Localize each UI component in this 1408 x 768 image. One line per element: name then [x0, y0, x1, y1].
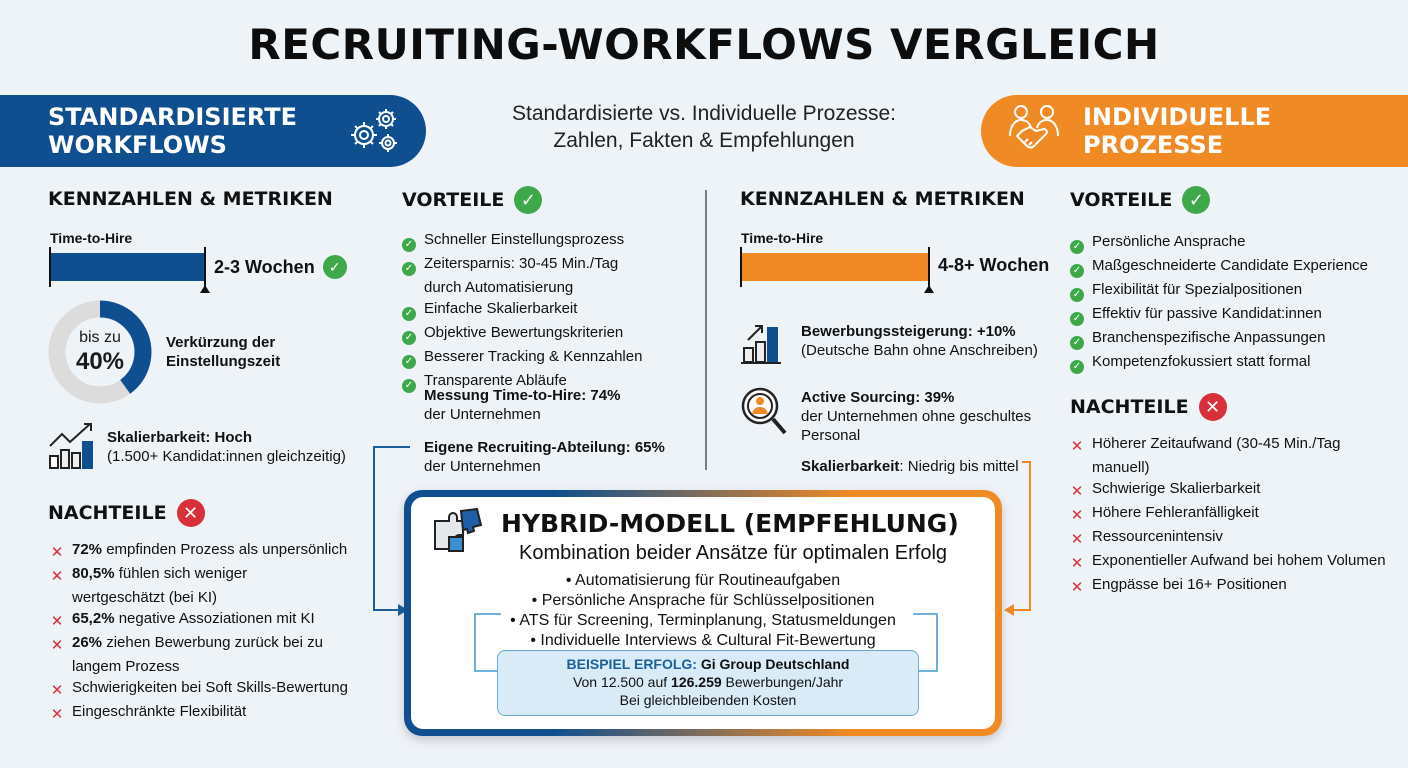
heading-text: NACHTEILE [48, 502, 167, 524]
x-icon: ✕ [1070, 579, 1084, 596]
hybrid-model-card [404, 490, 1002, 736]
banner-line1: INDIVIDUELLE [1083, 103, 1272, 131]
list-item: • Individuelle Interviews & Cultural Fit-Bewertung [530, 632, 876, 649]
stat-rest: der Unternehmen [424, 406, 541, 423]
item-text: Zeitersparnis: 30-45 Min./Tag [424, 255, 619, 272]
scalability-detail: (1.500+ Kandidat:innen gleichzeitig) [107, 448, 346, 465]
donut-top-text: bis zu [79, 329, 121, 346]
item-text: Flexibilität für Spezialpositionen [1092, 281, 1303, 298]
sourcing-detail: Personal [801, 427, 861, 444]
growth-detail: (Deutsche Bahn ohne Anschreiben) [801, 342, 1038, 359]
check-circle-icon: ✓ [514, 186, 542, 214]
donut-label-line1: Verkürzung der [166, 334, 276, 351]
scalability-title: Skalierbarkeit: Hoch [107, 429, 253, 446]
item-text: langem Prozess [72, 658, 180, 675]
x-icon: ✕ [1070, 531, 1084, 548]
heading-text: VORTEILE [402, 189, 505, 211]
standard-time-to-hire-label: Time-to-Hire [50, 230, 133, 246]
stat-rest: der Unternehmen [424, 458, 541, 475]
donut-label-line2: Einstellungszeit [166, 353, 281, 370]
item-text: Engpässe bei 16+ Positionen [1092, 576, 1287, 593]
item-text: Ressourcenintensiv [1092, 528, 1223, 545]
item-text: Höherer Zeitaufwand (30-45 Min./Tag [1092, 435, 1341, 452]
item-text: ziehen Bewerbung zurück bei zu [102, 634, 323, 651]
x-icon: ✕ [50, 706, 64, 723]
item-text: Exponentieller Aufwand bei hohem Volumen [1092, 552, 1386, 569]
check-icon: ✓ [402, 355, 416, 369]
item-text: Kompetenzfokussiert statt formal [1092, 353, 1311, 370]
item-text: Schwierigkeiten bei Soft Skills-Bewertung [72, 679, 348, 696]
scalability-bold: Skalierbarkeit [801, 458, 900, 475]
x-icon: ✕ [50, 544, 64, 561]
item-text: Effektiv für passive Kandidat:innen [1092, 305, 1322, 322]
item-text: Besserer Tracking & Kennzahlen [424, 348, 643, 365]
success-example-box [497, 650, 919, 716]
sourcing-title: Active Sourcing: 39% [801, 389, 955, 406]
check-circle-icon: ✓ [1182, 186, 1210, 214]
growth-title: Bewerbungssteigerung: +10% [801, 323, 1016, 340]
x-icon: ✕ [50, 637, 64, 654]
check-icon: ✓ [402, 238, 416, 252]
list-item: • ATS für Screening, Terminplanung, Statusmeldungen [510, 612, 896, 629]
subtitle-line2: Zahlen, Fakten & Empfehlungen [553, 129, 855, 152]
item-text: Schwierige Skalierbarkeit [1092, 480, 1261, 497]
check-icon: ✓ [402, 331, 416, 345]
item-text: Maßgeschneiderte Candidate Experience [1092, 257, 1368, 274]
check-icon: ✓ [1070, 288, 1084, 302]
check-icon: ✓ [1070, 240, 1084, 254]
x-circle-icon: ✕ [1199, 393, 1227, 421]
check-icon: ✓ [1070, 336, 1084, 350]
heading-text: KENNZAHLEN & METRIKEN [48, 188, 333, 210]
banner-line2: WORKFLOWS [48, 131, 227, 159]
heading-text: NACHTEILE [1070, 396, 1189, 418]
check-icon: ✓ [402, 262, 416, 276]
item-bold: 65,2% [72, 610, 115, 627]
x-icon: ✕ [50, 613, 64, 630]
item-bold: 80,5% [72, 565, 115, 582]
item-text: Persönliche Ansprache [1092, 233, 1246, 250]
list-item: • Automatisierung für Routineaufgaben [565, 572, 841, 589]
item-text: Branchenspezifische Anpassungen [1092, 329, 1326, 346]
example-line3: Bei gleichbleibenden Kosten [619, 692, 797, 708]
item-text: fühlen sich weniger [114, 565, 248, 582]
x-icon: ✕ [50, 682, 64, 699]
check-circle-icon: ✓ [323, 255, 347, 279]
check-icon: ✓ [1070, 312, 1084, 326]
page-title: RECRUITING-WORKFLOWS VERGLEICH [248, 20, 1160, 69]
item-text: manuell) [1092, 459, 1150, 476]
item-text: Einfache Skalierbarkeit [424, 300, 578, 317]
list-item: • Persönliche Ansprache für Schlüsselpositionen [531, 592, 875, 609]
x-icon: ✕ [50, 568, 64, 585]
item-bold: 26% [72, 634, 103, 651]
banner-line2: PROZESSE [1083, 131, 1224, 159]
item-text: wertgeschätzt (bei KI) [72, 589, 218, 606]
heading-text: VORTEILE [1070, 189, 1173, 211]
check-icon: ✓ [402, 307, 416, 321]
stat-bold: Eigene Recruiting-Abteilung: 65% [424, 439, 665, 456]
item-bold: 72% [72, 541, 103, 558]
check-icon: ✓ [1070, 360, 1084, 374]
x-icon: ✕ [1070, 555, 1084, 572]
donut-value: 40% [75, 348, 125, 375]
check-icon: ✓ [1070, 264, 1084, 278]
example-text: Bewerbungen/Jahr [721, 674, 844, 690]
value-text: 4-8+ Wochen [938, 255, 1050, 275]
item-text: Höhere Fehleranfälligkeit [1092, 504, 1259, 521]
example-company: Gi Group Deutschland [696, 656, 850, 672]
heading-text: KENNZAHLEN & METRIKEN [740, 188, 1025, 210]
item-text: Objektive Bewertungskriterien [424, 324, 624, 341]
x-icon: ✕ [1070, 483, 1084, 500]
stat-bold: Messung Time-to-Hire: 74% [424, 387, 621, 404]
item-text: Schneller Einstellungsprozess [424, 231, 625, 248]
example-text: Von 12.500 auf [572, 674, 672, 690]
hybrid-subtitle: Kombination beider Ansätze für optimalen Erfolg [518, 542, 948, 564]
x-icon: ✕ [1070, 507, 1084, 524]
subtitle-line1: Standardisierte vs. Individuelle Prozesse: [511, 102, 897, 125]
item-text: negative Assoziationen mit KI [114, 610, 315, 627]
x-circle-icon: ✕ [177, 499, 205, 527]
example-label: BEISPIEL ERFOLG: [566, 656, 697, 672]
item-text: empfinden Prozess als unpersönlich [102, 541, 348, 558]
banner-line1: STANDARDISIERTE [48, 103, 298, 131]
item-text: durch Automatisierung [424, 279, 574, 296]
check-icon: ✓ [402, 379, 416, 393]
item-text: Eingeschränkte Flexibilität [72, 703, 247, 720]
sourcing-detail: der Unternehmen ohne geschultes [801, 408, 1032, 425]
example-number: 126.259 [671, 674, 722, 690]
value-text: 2-3 Wochen [214, 256, 315, 277]
item-text: Transparente Abläufe [424, 372, 567, 389]
x-icon: ✕ [1070, 438, 1084, 455]
scalability-rest: : Niedrig bis mittel [899, 458, 1019, 475]
hybrid-title: HYBRID-MODELL (EMPFEHLUNG) [501, 509, 959, 538]
individual-time-to-hire-label: Time-to-Hire [741, 230, 824, 246]
